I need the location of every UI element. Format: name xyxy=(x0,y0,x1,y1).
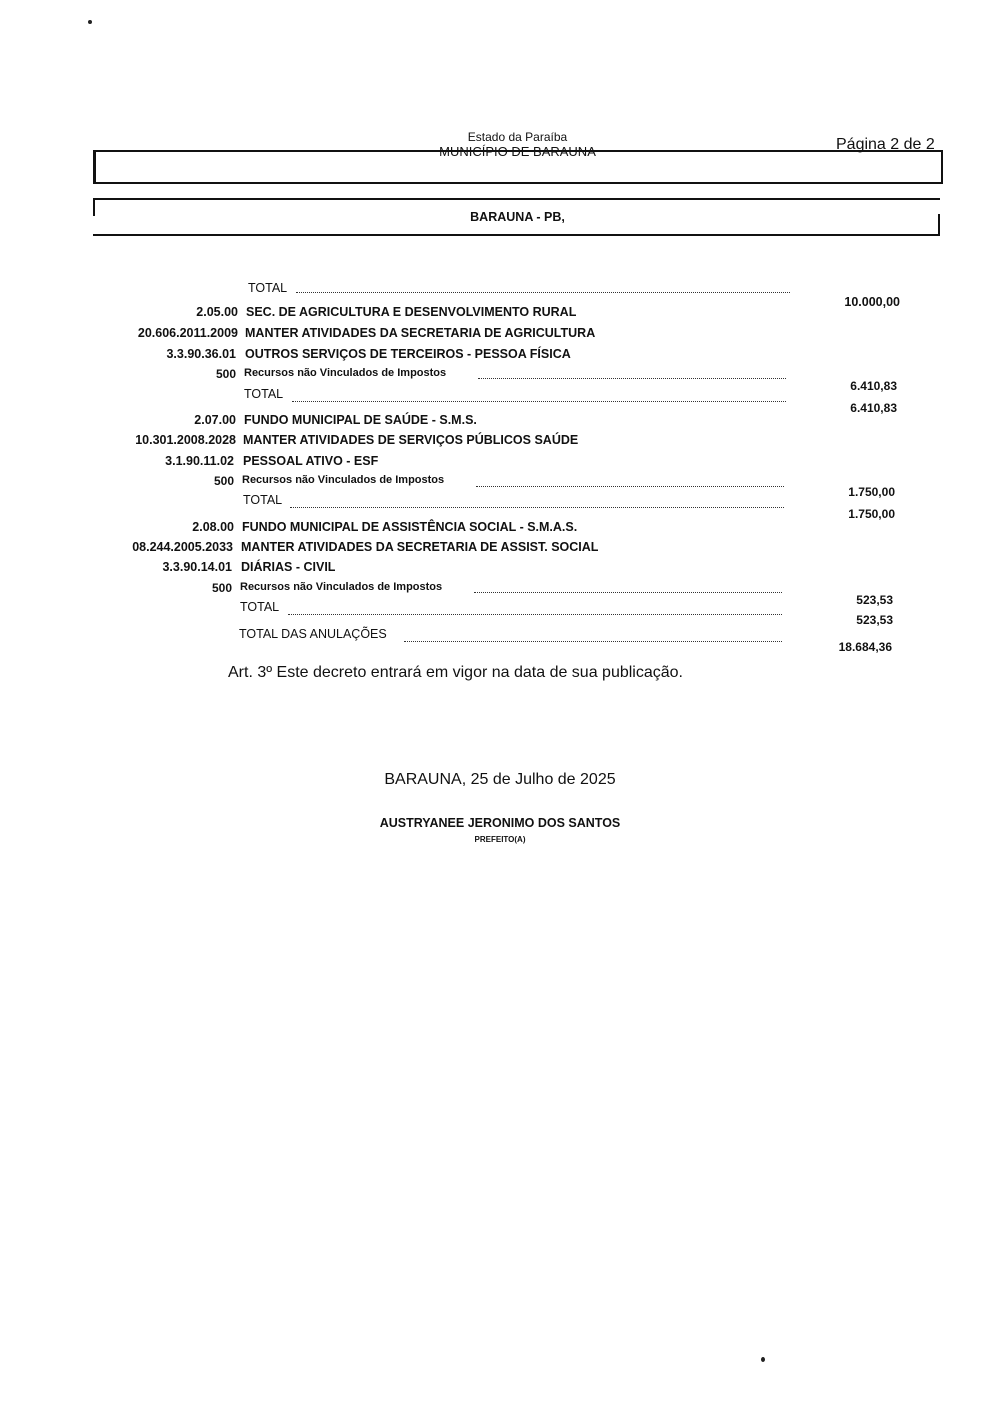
row-description: PESSOAL ATIVO - ESF xyxy=(243,454,379,468)
location-label: BARAUNA - PB, xyxy=(470,210,565,224)
row-description: Recursos não Vinculados de Impostos xyxy=(240,581,443,593)
scan-speck xyxy=(761,1357,765,1362)
row-code: 2.07.00 xyxy=(194,413,236,427)
row-description: Recursos não Vinculados de Impostos xyxy=(242,474,445,486)
row-code: 20.606.2011.2009 xyxy=(137,326,238,340)
row-value: 6.410,83 xyxy=(850,401,897,415)
row-description: MANTER ATIVIDADES DE SERVIÇOS PÚBLICOS SAÚDE xyxy=(243,433,579,447)
row-code: 500 xyxy=(211,581,232,595)
page-number: Página 2 de 2 xyxy=(836,136,935,153)
row-description: FUNDO MUNICIPAL DE ASSISTÊNCIA SOCIAL - S.M.A.S. xyxy=(242,520,578,534)
row-description: TOTAL xyxy=(243,493,283,507)
table-row xyxy=(0,520,1000,538)
row-value: 10.000,00 xyxy=(844,295,900,309)
article-text: Art. 3º Este decreto entrará em vigor na data de sua publicação. xyxy=(228,664,683,681)
row-description: MANTER ATIVIDADES DA SECRETARIA DE AGRICULTURA xyxy=(245,326,596,340)
row-value: 523,53 xyxy=(856,593,893,607)
row-description: TOTAL xyxy=(240,600,280,614)
table-row xyxy=(0,413,1000,431)
row-code: 08.244.2005.2033 xyxy=(132,540,233,554)
table-row xyxy=(0,347,1000,365)
table-row xyxy=(0,454,1000,472)
row-value: 1.750,00 xyxy=(848,485,895,499)
row-code: 500 xyxy=(213,474,234,488)
row-value: 6.410,83 xyxy=(850,379,897,393)
table-row xyxy=(0,493,1000,521)
row-code: 2.08.00 xyxy=(192,520,234,534)
row-description: TOTAL xyxy=(244,387,284,401)
table-row xyxy=(0,387,1000,415)
table-row xyxy=(0,433,1000,451)
table-row xyxy=(0,367,1000,393)
row-description: TOTAL DAS ANULAÇÕES xyxy=(239,627,387,641)
table-row xyxy=(0,540,1000,558)
row-value: 523,53 xyxy=(856,613,893,627)
row-description: DIÁRIAS - CIVIL xyxy=(241,560,336,574)
row-code: 3.1.90.11.02 xyxy=(165,454,234,468)
row-code: 3.3.90.36.01 xyxy=(166,347,236,361)
row-description: Recursos não Vinculados de Impostos xyxy=(244,367,447,379)
row-description: FUNDO MUNICIPAL DE SAÚDE - S.M.S. xyxy=(244,413,477,427)
row-code: 500 xyxy=(215,367,236,381)
signer-name: AUSTRYANEE JERONIMO DOS SANTOS xyxy=(379,816,621,830)
row-code: 2.05.00 xyxy=(196,305,238,319)
row-value: 1.750,00 xyxy=(848,507,895,521)
row-description: SEC. DE AGRICULTURA E DESENVOLVIMENTO RURAL xyxy=(246,305,577,319)
row-description: TOTAL xyxy=(248,281,288,295)
table-row xyxy=(0,627,1000,654)
state-name: Estado da Paraíba xyxy=(467,130,568,144)
table-row xyxy=(0,281,1000,309)
table-row xyxy=(0,600,1000,627)
row-value: 18.684,36 xyxy=(838,640,892,654)
row-description: MANTER ATIVIDADES DA SECRETARIA DE ASSIST. SOCIAL xyxy=(241,540,599,554)
place-date: BARAUNA, 25 de Julho de 2025 xyxy=(384,771,616,788)
row-description: OUTROS SERVIÇOS DE TERCEIROS - PESSOA FÍSICA xyxy=(245,347,571,361)
table-row xyxy=(0,305,1000,323)
scan-speck xyxy=(88,20,92,24)
table-row xyxy=(0,474,1000,499)
signer-role: PREFEITO(A) xyxy=(474,835,526,844)
row-code: 3.3.90.14.01 xyxy=(162,560,232,574)
table-row xyxy=(0,560,1000,578)
header-box xyxy=(93,150,943,184)
row-code: 10.301.2008.2028 xyxy=(135,433,236,447)
municipality-name: MUNICÍPIO DE BARAUNA xyxy=(439,144,596,159)
table-row xyxy=(0,326,1000,344)
